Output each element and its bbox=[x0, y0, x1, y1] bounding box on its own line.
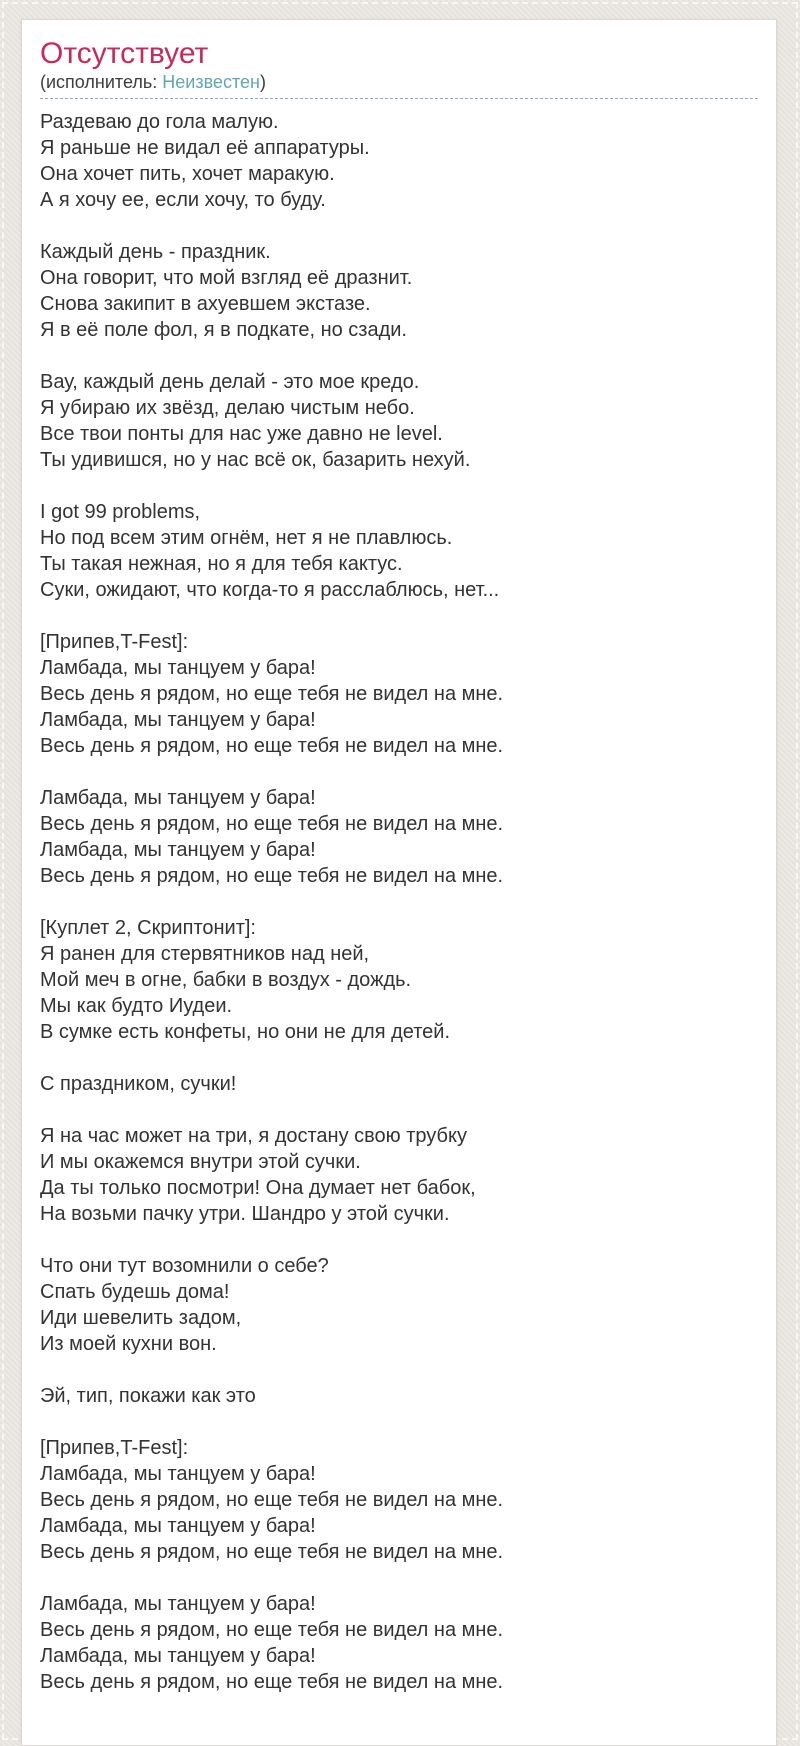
lyric-line: Но под всем этим огнём, нет я не плавлюсь. bbox=[40, 527, 453, 549]
lyric-line: И мы окажемся внутри этой сучки. bbox=[40, 1151, 361, 1173]
lyric-line: Я на час может на три, я достану свою трубку bbox=[40, 1125, 467, 1147]
lyric-stanza bbox=[40, 369, 758, 473]
lyric-stanza bbox=[40, 1123, 758, 1227]
lyric-line: Весь день я рядом, но еще тебя не видел на мне. bbox=[40, 1541, 504, 1563]
artist-suffix-text: ) bbox=[259, 72, 266, 92]
lyric-line: Весь день я рядом, но еще тебя не видел на мне. bbox=[40, 1489, 504, 1511]
lyric-line: Раздеваю до гола малую. bbox=[40, 111, 279, 133]
lyric-line: Суки, ожидают, что когда-то я расслаблюсь, нет... bbox=[40, 579, 500, 601]
lyric-line: Весь день я рядом, но еще тебя не видел на мне. bbox=[40, 865, 504, 887]
lyric-line: Да ты только посмотри! Она думает нет бабок, bbox=[40, 1177, 476, 1199]
lyric-line: Весь день я рядом, но еще тебя не видел на мне. bbox=[40, 1619, 504, 1641]
lyric-stanza bbox=[40, 1591, 758, 1695]
lyric-line: Весь день я рядом, но еще тебя не видел на мне. bbox=[40, 735, 504, 757]
lyric-line: Весь день я рядом, но еще тебя не видел на мне. bbox=[40, 813, 504, 835]
lyric-stanza bbox=[40, 1435, 758, 1565]
lyric-stanza bbox=[40, 1071, 758, 1097]
lyric-line: Ламбада, мы танцуем у бара! bbox=[40, 657, 316, 679]
lyric-line: Вау, каждый день делай - это мое кредо. bbox=[40, 371, 420, 393]
lyric-line: Что они тут возомнили о себе? bbox=[40, 1255, 329, 1277]
lyric-line: Каждый день - праздник. bbox=[40, 241, 271, 263]
lyric-line: Все твои понты для нас уже давно не level. bbox=[40, 423, 443, 445]
lyric-line: Из моей кухни вон. bbox=[40, 1333, 217, 1355]
lyric-line: В сумке есть конфеты, но они не для детей. bbox=[40, 1021, 451, 1043]
lyric-stanza bbox=[40, 1253, 758, 1357]
lyric-line: [Припев,T-Fest]: bbox=[40, 1437, 189, 1459]
lyric-line: Она хочет пить, хочет маракую. bbox=[40, 163, 335, 185]
lyric-line: Я ранен для стервятников над ней, bbox=[40, 943, 370, 965]
lyric-stanza bbox=[40, 109, 758, 213]
lyric-line: Я в её поле фол, я в подкате, но сзади. bbox=[40, 319, 407, 341]
lyric-line: Ламбада, мы танцуем у бара! bbox=[40, 1645, 316, 1667]
lyric-line: Ты такая нежная, но я для тебя кактус. bbox=[40, 553, 403, 575]
lyric-line: Ламбада, мы танцуем у бара! bbox=[40, 709, 316, 731]
lyric-line: На возьми пачку утри. Шандро у этой сучки. bbox=[40, 1203, 450, 1225]
lyric-line: Ламбада, мы танцуем у бара! bbox=[40, 1515, 316, 1537]
lyric-line: Ламбада, мы танцуем у бара! bbox=[40, 1593, 316, 1615]
lyric-stanza bbox=[40, 915, 758, 1045]
lyric-line: А я хочу ее, если хочу, то буду. bbox=[40, 189, 326, 211]
lyric-line: Ты удивишся, но у нас всё ок, базарить нехуй. bbox=[40, 449, 471, 471]
lyric-line: [Припев,T-Fest]: bbox=[40, 631, 189, 653]
lyric-line: Ламбада, мы танцуем у бара! bbox=[40, 787, 316, 809]
lyric-line: Снова закипит в ахуевшем экстазе. bbox=[40, 293, 371, 315]
lyric-line: Мой меч в огне, бабки в воздух - дождь. bbox=[40, 969, 412, 991]
lyric-line: [Куплет 2, Скриптонит]: bbox=[40, 917, 256, 939]
lyric-line: Ламбада, мы танцуем у бара! bbox=[40, 1463, 316, 1485]
lyric-line: Она говорит, что мой взгляд её дразнит. bbox=[40, 267, 413, 289]
lyric-line: Ламбада, мы танцуем у бара! bbox=[40, 839, 316, 861]
artist-link[interactable]: Неизвестен bbox=[162, 72, 260, 92]
lyric-stanza bbox=[40, 629, 758, 759]
song-title: Отсутствует bbox=[40, 37, 209, 70]
lyric-stanza bbox=[40, 785, 758, 889]
lyric-line: I got 99 problems, bbox=[40, 501, 201, 523]
lyric-line: Я раньше не видал её аппаратуры. bbox=[40, 137, 370, 159]
lyric-line: Спать будешь дома! bbox=[40, 1281, 230, 1303]
lyric-line: Весь день я рядом, но еще тебя не видел на мне. bbox=[40, 683, 504, 705]
lyric-line: Я убираю их звёзд, делаю чистым небо. bbox=[40, 397, 415, 419]
lyric-line: Мы как будто Иудеи. bbox=[40, 995, 233, 1017]
lyric-line: Эй, тип, покажи как это bbox=[40, 1385, 256, 1407]
lyric-line: С праздником, сучки! bbox=[40, 1073, 237, 1095]
artist-prefix-text: (исполнитель: bbox=[40, 72, 163, 92]
artist-line bbox=[40, 71, 758, 97]
lyric-line: Иди шевелить задом, bbox=[40, 1307, 242, 1329]
lyrics-card bbox=[21, 19, 777, 1746]
lyric-stanza bbox=[40, 1383, 758, 1409]
lyric-line: Весь день я рядом, но еще тебя не видел на мне. bbox=[40, 1671, 504, 1693]
lyrics-text bbox=[40, 99, 758, 1695]
lyric-stanza bbox=[40, 239, 758, 343]
lyric-stanza bbox=[40, 499, 758, 603]
